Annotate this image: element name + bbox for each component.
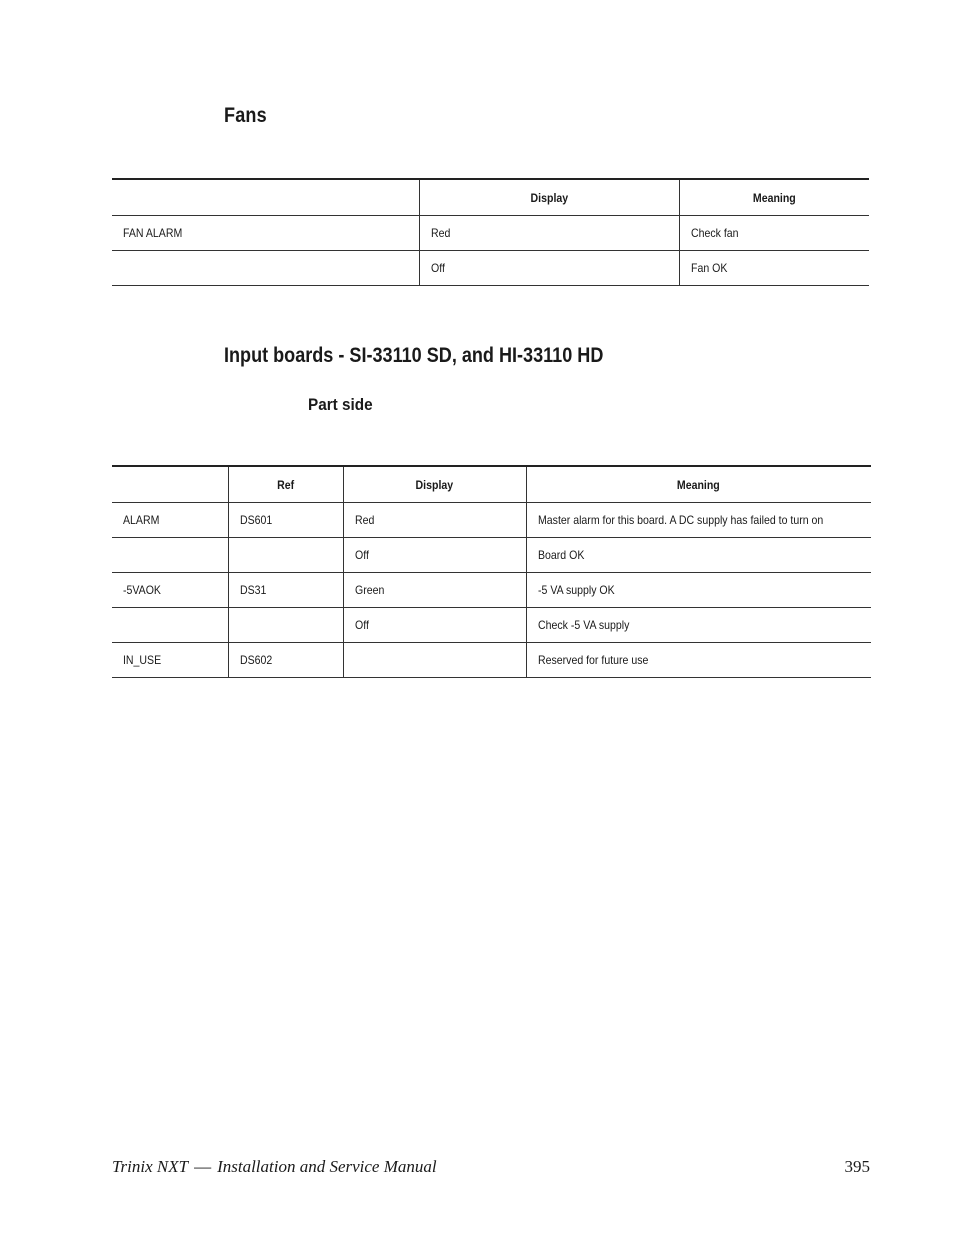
table-cell bbox=[343, 643, 526, 678]
table-cell: Reserved for future use bbox=[526, 643, 871, 678]
subheading-part-side: Part side bbox=[308, 395, 373, 414]
table-header-row bbox=[112, 466, 871, 503]
table-cell: Red bbox=[419, 216, 679, 251]
footer-title bbox=[112, 1157, 437, 1177]
table-cell: Check -5 VA supply bbox=[526, 608, 871, 643]
table-header-row bbox=[112, 179, 869, 216]
column-header bbox=[112, 466, 228, 503]
table-cell bbox=[112, 538, 228, 573]
table-cell: Red bbox=[343, 503, 526, 538]
table-cell: Check fan bbox=[679, 216, 869, 251]
table-cell: Board OK bbox=[526, 538, 871, 573]
footer-product: Trinix NXT bbox=[112, 1157, 189, 1176]
table-cell: DS31 bbox=[228, 573, 343, 608]
table-cell bbox=[112, 608, 228, 643]
section-heading-fans: Fans bbox=[224, 104, 267, 127]
table-row bbox=[112, 251, 869, 286]
column-header-display: Display bbox=[343, 466, 526, 503]
column-header-meaning: Meaning bbox=[679, 179, 869, 216]
table-row bbox=[112, 608, 871, 643]
table-cell: -5VAOK bbox=[112, 573, 228, 608]
table-row bbox=[112, 503, 871, 538]
table-cell: -5 VA supply OK bbox=[526, 573, 871, 608]
table-row bbox=[112, 643, 871, 678]
table-cell bbox=[112, 251, 419, 286]
table-cell: Green bbox=[343, 573, 526, 608]
table-cell: Off bbox=[419, 251, 679, 286]
table-cell: FAN ALARM bbox=[112, 216, 419, 251]
input-boards-table bbox=[112, 465, 871, 678]
column-header-meaning: Meaning bbox=[526, 466, 871, 503]
table-cell: Off bbox=[343, 608, 526, 643]
table-cell: ALARM bbox=[112, 503, 228, 538]
page-number: 395 bbox=[844, 1157, 870, 1176]
table-cell: Fan OK bbox=[679, 251, 869, 286]
table-cell bbox=[228, 538, 343, 573]
section-heading-input-boards: Input boards - SI-33110 SD, and HI-33110 HD bbox=[224, 344, 604, 367]
table-cell: DS601 bbox=[228, 503, 343, 538]
table-cell: DS602 bbox=[228, 643, 343, 678]
column-header-display: Display bbox=[419, 179, 679, 216]
fans-table bbox=[112, 178, 869, 286]
column-header-ref: Ref bbox=[228, 466, 343, 503]
table-row bbox=[112, 538, 871, 573]
table-cell: Master alarm for this board. A DC supply has failed to turn on bbox=[526, 503, 871, 538]
column-header bbox=[112, 179, 419, 216]
table-cell: Off bbox=[343, 538, 526, 573]
footer-separator: — bbox=[194, 1157, 212, 1176]
table-row bbox=[112, 216, 869, 251]
footer-manual: Installation and Service Manual bbox=[217, 1157, 437, 1176]
table-cell: IN_USE bbox=[112, 643, 228, 678]
table-cell bbox=[228, 608, 343, 643]
table-row bbox=[112, 573, 871, 608]
